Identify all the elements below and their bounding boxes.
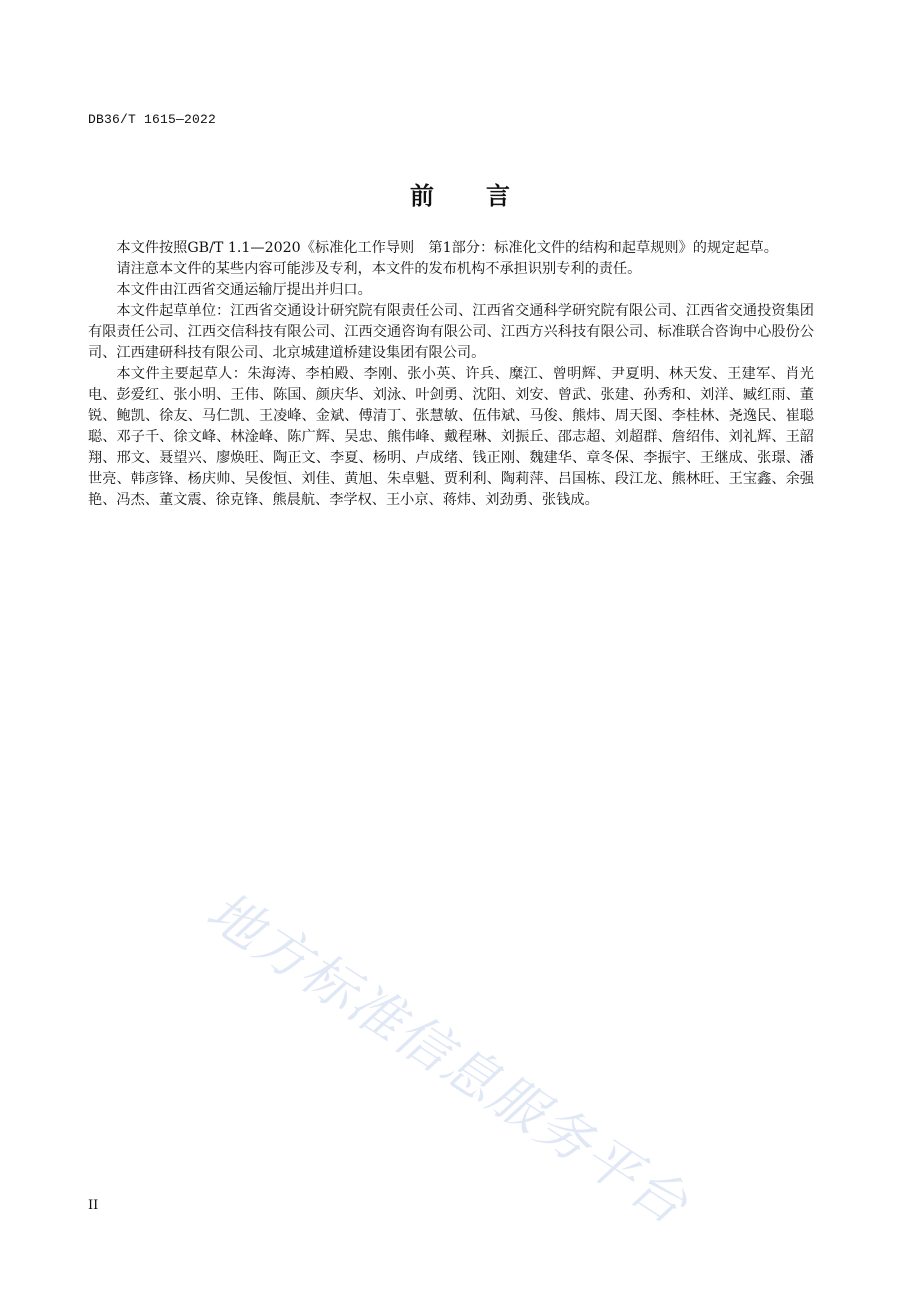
paragraph-drafting-rule: 本文件按照GB/T 1.1—2020《标准化工作导则 第1部分：标准化文件的结构和起草规则》的规定起草。	[116, 240, 778, 256]
page-number: II	[88, 1198, 99, 1213]
watermark-text: 地方标准信息服务平台	[195, 879, 700, 1238]
paragraph-drafters: 本文件主要起草人：朱海涛、李柏殿、李刚、张小英、许兵、糜江、曾明辉、尹夏明、林天发、王建军、肖光电、彭爱红、张小明、王伟、陈国、颜庆华、刘泳、叶剑勇、沈阳、刘安、曾武、张建、孙秀和、刘洋、臧红雨、董锐、鲍凯、徐友、马仁凯、王凌峰、金斌、傅清丁、张慧敏、伍伟斌、马俊、熊炜、周天图、李桂林、尧逸民、崔聪聪、邓子千、徐文峰、林淦峰、陈广辉、吴忠、熊伟峰、戴程琳、刘振丘、邵志超、刘超群、詹绍伟、刘礼辉、王韶翔、邢文、聂望兴、廖焕旺、陶正文、李夏、杨明、卢成绪、钱正刚、魏建华、章冬保、李振宇、王继成、张璟、潘世亮、韩彦锋、杨庆帅、吴俊恒、刘佳、黄旭、朱卓魁、贾利利、陶莉萍、吕国栋、段江龙、熊林旺、王宝鑫、余强艳、冯杰、董文震、徐克锋、熊晨航、李学权、王小京、蒋炜、刘劲勇、张钱成。	[88, 366, 814, 508]
title-char-1: 前	[410, 182, 434, 210]
paragraph-drafting-units: 本文件起草单位：江西省交通设计研究院有限责任公司、江西省交通科学研究院有限公司、江西省交通投资集团有限责任公司、江西交信科技有限公司、江西交通咨询有限公司、江西方兴科技有限公司、标准联合咨询中心股份公司、江西建研科技有限公司、北京城建道桥建设集团有限公司。	[88, 303, 814, 361]
page-title	[0, 176, 920, 211]
title-char-2: 言	[486, 182, 510, 210]
paragraph-patent-notice: 请注意本文件的某些内容可能涉及专利，本文件的发布机构不承担识别专利的责任。	[116, 261, 642, 277]
document-code: DB36/T 1615—2022	[88, 112, 217, 127]
foreword-body	[88, 238, 814, 511]
paragraph-proposer: 本文件由江西省交通运输厅提出并归口。	[116, 282, 372, 298]
